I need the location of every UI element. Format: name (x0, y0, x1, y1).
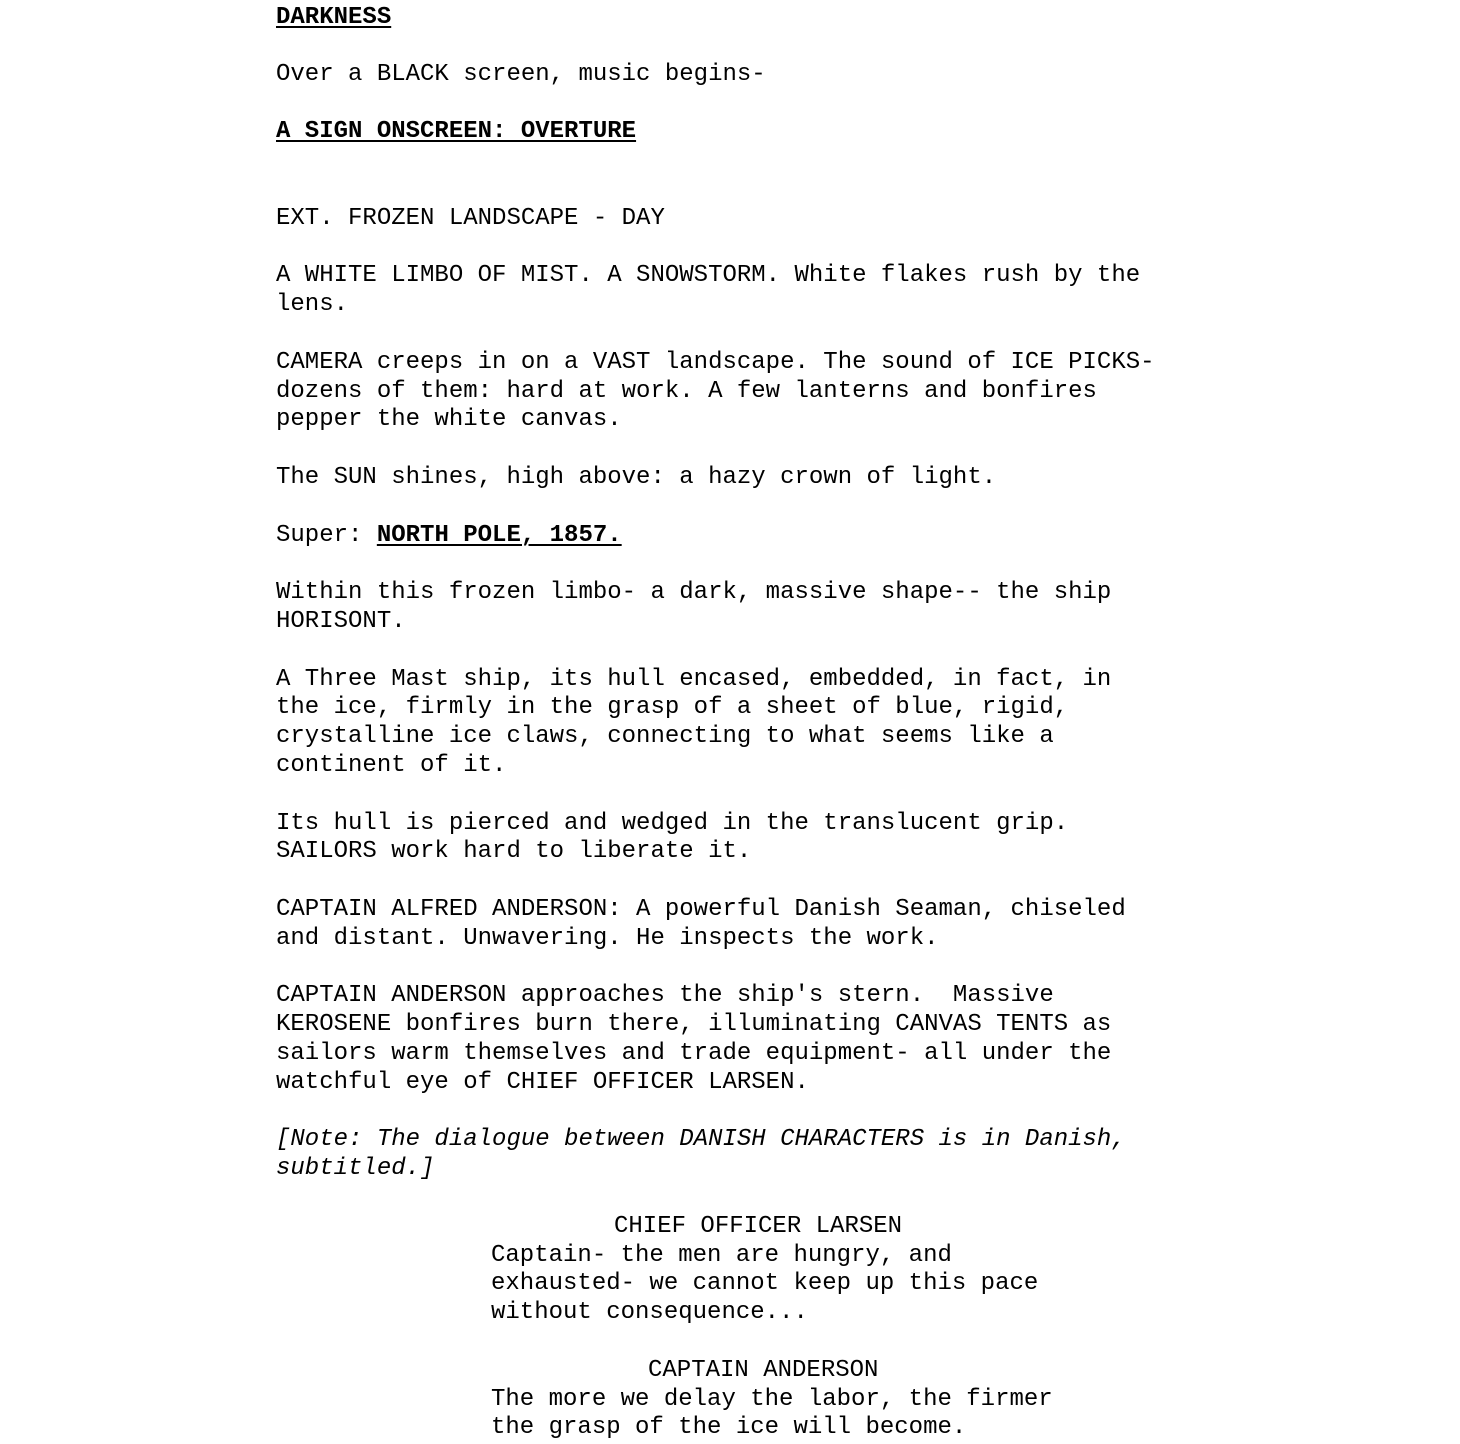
action-line: CAPTAIN ANDERSON approaches the ship's stern. Massive (276, 982, 1054, 1009)
action-line: Over a BLACK screen, music begins- (276, 61, 766, 88)
super-line (276, 521, 622, 550)
action-line: CAMERA creeps in on a VAST landscape. The sound of ICE PICKS- (276, 349, 1155, 376)
dialogue-line: Captain- the men are hungry, and (491, 1242, 952, 1269)
action-line: Its hull is pierced and wedged in the translucent grip. (276, 810, 1069, 837)
dialogue-line: exhausted- we cannot keep up this pace (491, 1270, 1039, 1297)
action-line: KEROSENE bonfires burn there, illuminating CANVAS TENTS as (276, 1011, 1112, 1038)
action-line: the ice, firmly in the grasp of a sheet of blue, rigid, (276, 694, 1069, 721)
dialogue-line: The more we delay the labor, the firmer (491, 1386, 1053, 1413)
super-prefix: Super: (276, 522, 377, 549)
scene-heading-darkness: DARKNESS (276, 4, 392, 31)
dialogue-line: the grasp of the ice will become. (491, 1414, 967, 1441)
action-line: A Three Mast ship, its hull encased, embedded, in fact, in (276, 666, 1112, 693)
note-line: subtitled.] (276, 1155, 435, 1182)
action-line: CAPTAIN ALFRED ANDERSON: A powerful Danish Seaman, chiseled (276, 896, 1126, 923)
character-name: CHIEF OFFICER LARSEN (614, 1213, 903, 1240)
action-line: The SUN shines, high above: a hazy crown of light. (276, 464, 997, 491)
action-line: A WHITE LIMBO OF MIST. A SNOWSTORM. White flakes rush by the (276, 262, 1141, 289)
action-line: SAILORS work hard to liberate it. (276, 838, 752, 865)
action-line: pepper the white canvas. (276, 406, 622, 433)
action-line: dozens of them: hard at work. A few lanterns and bonfires (276, 378, 1097, 405)
action-line: lens. (276, 291, 349, 318)
super-text: NORTH POLE, 1857. (376, 522, 622, 549)
note-line: [Note: The dialogue between DANISH CHARACTERS is in Danish, (276, 1126, 1126, 1153)
action-line: sailors warm themselves and trade equipment- all under the (276, 1040, 1112, 1067)
action-line: HORISONT. (276, 608, 406, 635)
action-line: Within this frozen limbo- a dark, massive shape-- the ship (276, 579, 1112, 606)
action-line: watchful eye of CHIEF OFFICER LARSEN. (276, 1069, 809, 1096)
action-line: crystalline ice claws, connecting to what seems like a (276, 723, 1054, 750)
character-name: CAPTAIN ANDERSON (648, 1357, 879, 1384)
dialogue-line: without consequence... (491, 1299, 808, 1326)
sign-overture: A SIGN ONSCREEN: OVERTURE (276, 118, 637, 145)
scene-heading: EXT. FROZEN LANDSCAPE - DAY (276, 205, 665, 232)
action-line: and distant. Unwavering. He inspects the work. (276, 925, 939, 952)
action-line: continent of it. (276, 752, 507, 779)
